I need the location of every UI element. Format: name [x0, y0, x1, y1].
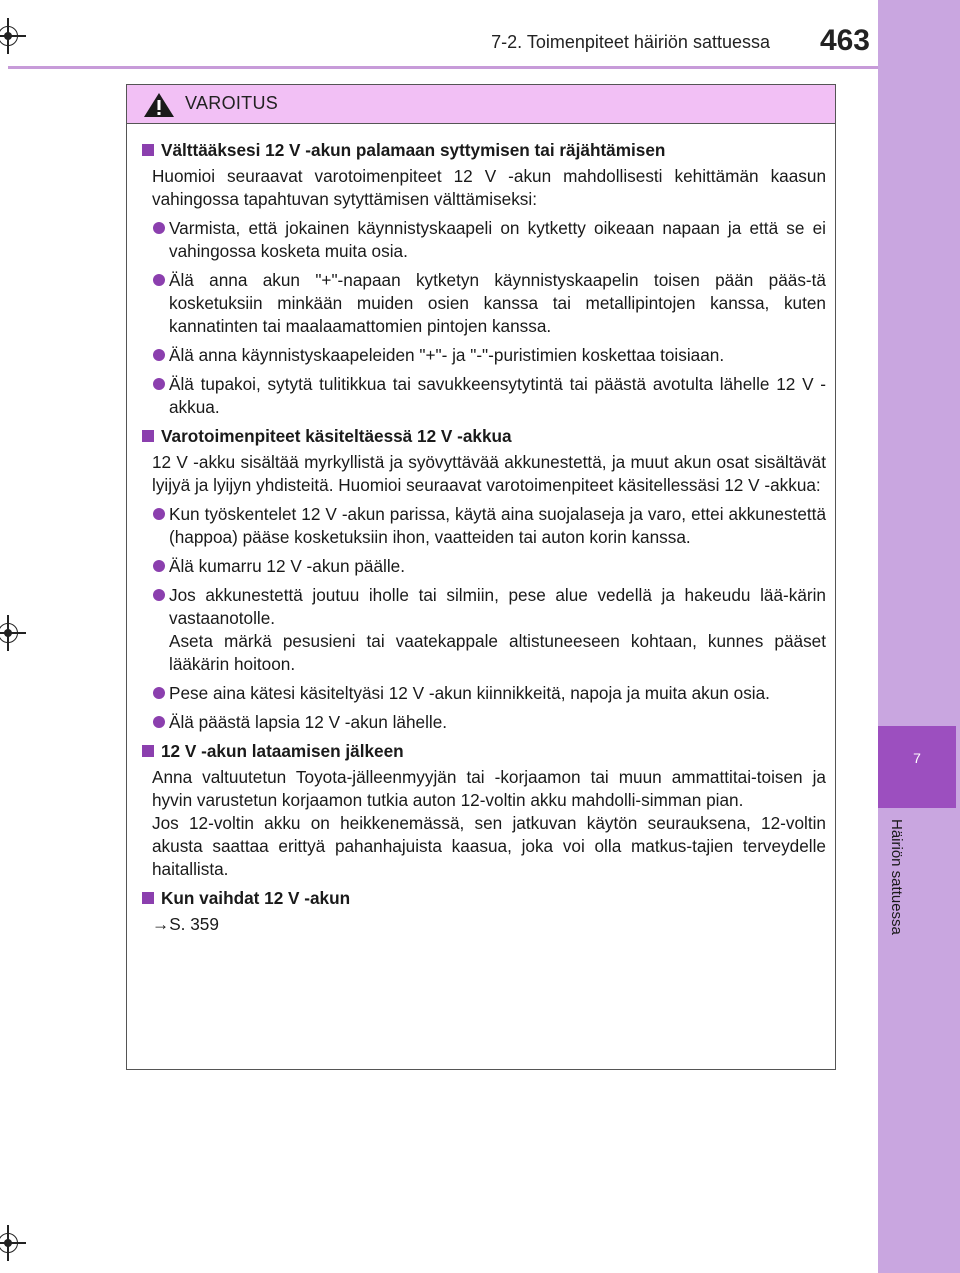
registration-mark-icon: [0, 18, 26, 54]
list-item: Älä päästä lapsia 12 V -akun lähelle.: [147, 711, 826, 734]
bullet-dot-icon: [153, 508, 165, 520]
page-reference[interactable]: →S. 359: [152, 914, 219, 934]
section-text: Anna valtuutetun Toyota-jälleenmyyjän tai -korjaamon tai muun ammattitai-toisen ja hyvin varustetun korjaamon tutkia auton 12-voltin akku mahdolli-simman pian.: [152, 767, 826, 810]
list-item: Älä tupakoi, sytytä tulitikkua tai savukkeensytytintä tai päästä avotulta lähelle 12 V -akkua.: [147, 373, 826, 419]
square-bullet-icon: [142, 745, 154, 757]
list-item: Jos akkunestettä joutuu iholle tai silmiin, pese alue vedellä ja hakeudu lää-kärin vastaanotolle. Aseta märkä pesusieni tai vaatekappale altistuneeseen kohtaan, kunnes pääset lääkärin hoitoon.: [147, 584, 826, 676]
warning-label: VAROITUS: [185, 93, 279, 113]
list-item: Varmista, että jokainen käynnistyskaapeli on kytketty oikeaan napaan ja että se ei vahingossa kosketa muita osia.: [147, 217, 826, 263]
warning-triangle-icon: [142, 91, 176, 119]
section-title: 7-2. Toimenpiteet häiriön sattuessa: [491, 32, 770, 52]
chapter-side-tab: [878, 0, 960, 1273]
bullet-dot-icon: [153, 378, 165, 390]
chapter-title-text: Häiriön sattuessa: [888, 819, 905, 935]
bullet-dot-icon: [153, 716, 165, 728]
warning-header: [127, 85, 835, 124]
bullet-dot-icon: [153, 349, 165, 361]
section-heading: Varotoimenpiteet käsiteltäessä 12 V -akkua: [147, 425, 826, 448]
bullet-dot-icon: [153, 687, 165, 699]
list-item: Älä anna käynnistyskaapeleiden "+"- ja "-"-puristimien koskettaa toisiaan.: [147, 344, 826, 367]
section-heading: 12 V -akun lataamisen jälkeen: [147, 740, 826, 763]
section-text: 12 V -akku sisältää myrkyllistä ja syövyttävää akkunestettä, ja muut akun osat sisältävät lyijyä ja lyijyn yhdisteitä. Huomioi seuraavat varotoimenpiteet käsitellessäsi 12 V -akkua:: [152, 452, 826, 495]
bullet-dot-icon: [153, 560, 165, 572]
chapter-number-box: [878, 726, 956, 808]
square-bullet-icon: [142, 892, 154, 904]
list-item: Pese aina kätesi käsiteltyäsi 12 V -akun kiinnikkeitä, napoja ja muita akun osia.: [147, 682, 826, 705]
bullet-dot-icon: [153, 274, 165, 286]
square-bullet-icon: [142, 430, 154, 442]
bullet-dot-icon: [153, 589, 165, 601]
list-item: Kun työskentelet 12 V -akun parissa, käytä aina suojalaseja ja varo, ettei akkunestettä (happoa) pääse kosketuksiin ihon, vaatteiden tai auton korin kanssa.: [147, 503, 826, 549]
list-item: Älä anna akun "+"-napaan kytketyn käynnistyskaapelin toisen pään pääs-tä kosketuksiin minkään muiden osien kanssa tai metallipintojen kanssa, kuten kannatinten tai maalaamattomien pintojen kanssa.: [147, 269, 826, 338]
chapter-title: [872, 815, 916, 975]
warning-box: [126, 84, 836, 1070]
section-text: Jos 12-voltin akku on heikkenemässä, sen jatkuvan käytön seurauksena, 12-voltin akusta saattaa erittyä pahanhajuista kaasua, joka voi olla matkus-tajien terveydelle haitallista.: [152, 813, 826, 879]
section-text: Huomioi seuraavat varotoimenpiteet 12 V -akun mahdollisesti kehittämän kaasun vahingossa tapahtuvan sytyttämisen välttämiseksi:: [152, 166, 826, 209]
header-divider: [8, 66, 878, 69]
registration-mark-icon: [0, 1225, 26, 1261]
section-heading: Kun vaihdat 12 V -akun: [147, 887, 826, 910]
chapter-number: 7: [913, 750, 921, 766]
square-bullet-icon: [142, 144, 154, 156]
registration-mark-icon: [0, 615, 26, 651]
page-number: 463: [819, 24, 870, 57]
section-heading: Välttääksesi 12 V -akun palamaan syttymisen tai räjähtämisen: [147, 139, 826, 162]
list-item: Älä kumarru 12 V -akun päälle.: [147, 555, 826, 578]
warning-content: [127, 125, 835, 942]
bullet-dot-icon: [153, 222, 165, 234]
